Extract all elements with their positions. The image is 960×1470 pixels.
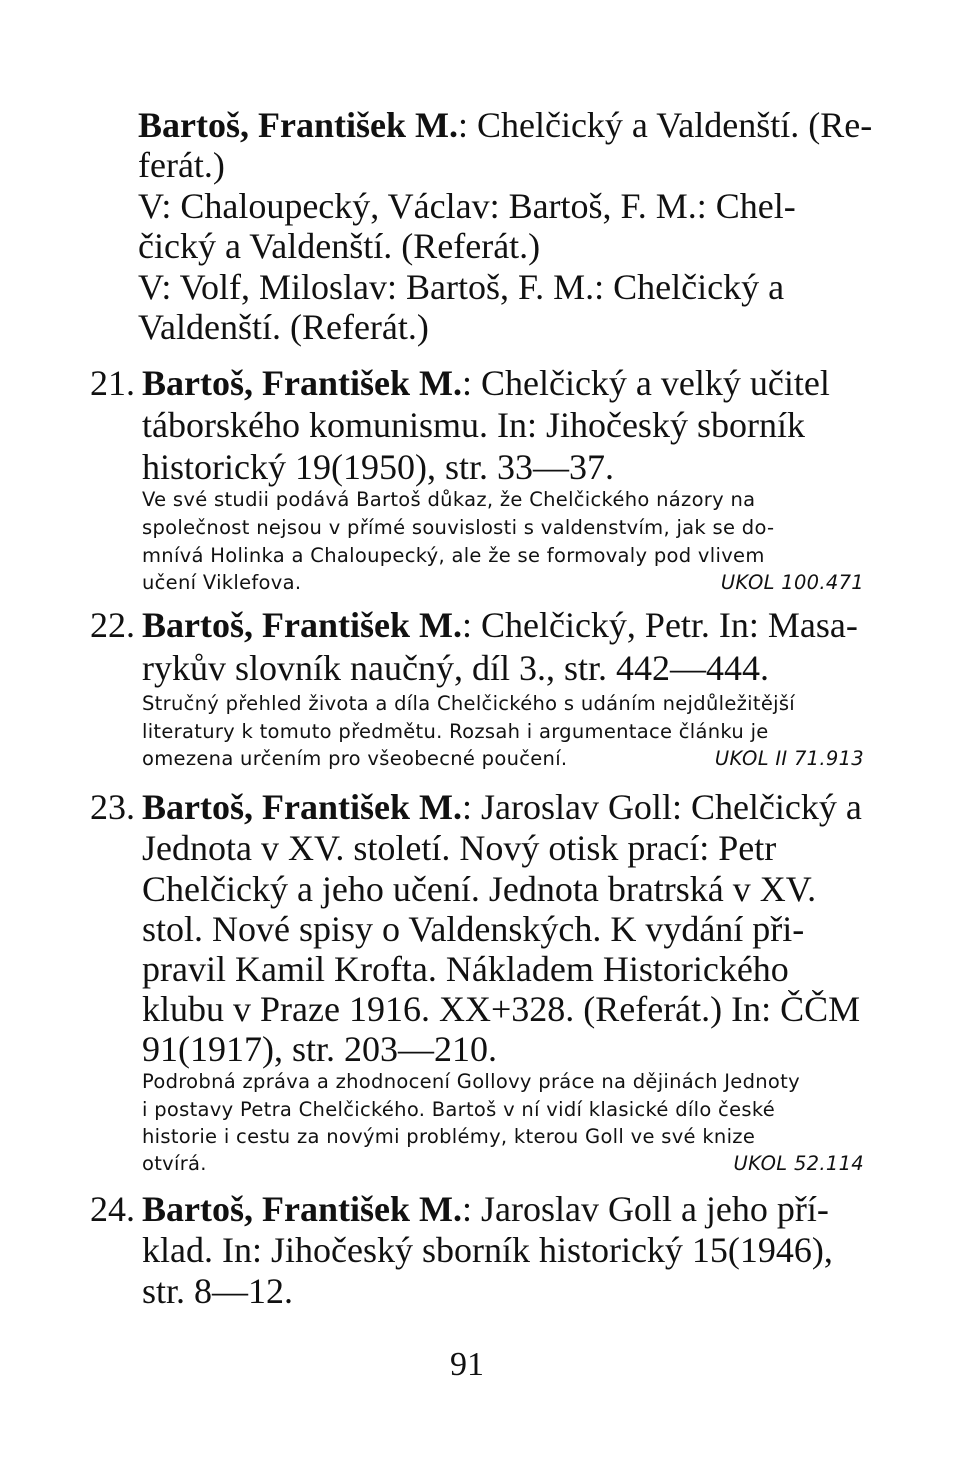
entry-23-line-5: pravil Kamil Krofta. Nákladem Historického xyxy=(142,949,789,989)
entry-21-line-3: historický 19(1950), str. 33—37. xyxy=(142,447,614,487)
entry-22-annotation-3: omezena určením pro všeobecné poučení. UKOL II 71.913 xyxy=(142,747,864,770)
entry-21-annotation-2: společnost nejsou v přímé souvislosti s valdenstvím, jak se do- xyxy=(142,516,775,539)
entry-21-line-2: táborského komunismu. In: Jihočeský sborník xyxy=(142,405,805,445)
entry-prev-line-3: V: Chaloupecký, Václav: Bartoš, F. M.: Chel- xyxy=(138,186,796,226)
entry-prev-line-2: ferát.) xyxy=(138,145,225,185)
entry-24-line-2: klad. In: Jihočeský sborník historický 15(1946), xyxy=(142,1230,833,1270)
entry-24-number: 24. xyxy=(90,1189,135,1229)
entry-22-number: 22. xyxy=(90,605,135,645)
entry-22-line-1: 22. Bartoš, František M.: Chelčický, Petr. In: Masa- xyxy=(90,602,858,648)
entry-22-annotation-1: Stručný přehled života a díla Chelčického s udáním nejdůležitější xyxy=(142,692,796,715)
entry-23-number: 23. xyxy=(90,787,135,827)
entry-24-line-3: str. 8—12. xyxy=(142,1271,294,1311)
entry-prev-line-1: Bartoš, František M.: Chelčický a Valdenští. (Re- xyxy=(138,105,873,145)
entry-23-annotation-1: Podrobná zpráva a zhodnocení Gollovy práce na dějinách Jednoty xyxy=(142,1070,800,1093)
entry-24-author: Bartoš, František M. xyxy=(142,1189,462,1229)
entry-23-line-7: 91(1917), str. 203—210. xyxy=(142,1029,497,1069)
entry-21-ref: UKOL 100.471 xyxy=(720,571,864,594)
entry-23-author: Bartoš, František M. xyxy=(142,787,462,827)
entry-23-annotation-4: otvírá. UKOL 52.114 xyxy=(142,1152,864,1175)
page-number: 91 xyxy=(450,1346,484,1383)
entry-21-number: 21. xyxy=(90,363,135,403)
entry-21-line-1: 21. Bartoš, František M.: Chelčický a velký učitel xyxy=(90,360,830,406)
entry-23-line-4: stol. Nové spisy o Valdenských. K vydání při- xyxy=(142,909,805,949)
entry-23-annotation-2: i postavy Petra Chelčického. Bartoš v ní vidí klasické dílo české xyxy=(142,1098,776,1121)
entry-23-line-1: 23. Bartoš, František M.: Jaroslav Goll: Chelčický a xyxy=(90,784,862,830)
entry-23-line-3: Chelčický a jeho učení. Jednota bratrská v XV. xyxy=(142,869,817,909)
entry-prev-line-6: Valdenští. (Referát.) xyxy=(138,307,429,347)
entry-24-line-1: 24. Bartoš, František M.: Jaroslav Goll a jeho pří- xyxy=(90,1186,829,1232)
entry-prev-line-4: čický a Valdenští. (Referát.) xyxy=(138,226,541,266)
entry-22-annotation-2: literatury k tomuto předmětu. Rozsah i argumentace článku je xyxy=(142,720,769,743)
entry-22-line-2: rykův slovník naučný, díl 3., str. 442—444. xyxy=(142,648,769,688)
entry-23-line-2: Jednota v XV. století. Nový otisk prací: Petr xyxy=(142,828,777,868)
entry-prev-author: Bartoš, František M. xyxy=(138,105,458,145)
entry-22-ref: UKOL II 71.913 xyxy=(714,747,864,770)
entry-21-author: Bartoš, František M. xyxy=(142,363,462,403)
entry-23-line-6: klubu v Praze 1916. XX+328. (Referát.) In: ČČM xyxy=(142,989,861,1029)
entry-21-annotation-1: Ve své studii podává Bartoš důkaz, že Chelčického názory na xyxy=(142,488,756,511)
entry-21-annotation-3: mnívá Holinka a Chaloupecký, ale že se formovaly pod vlivem xyxy=(142,544,765,567)
entry-21-annotation-4: učení Viklefova. UKOL 100.471 xyxy=(142,571,864,594)
entry-23-ref: UKOL 52.114 xyxy=(733,1152,864,1175)
entry-prev-line-5: V: Volf, Miloslav: Bartoš, F. M.: Chelčický a xyxy=(138,267,785,307)
entry-23-annotation-3: historie i cestu za novými problémy, kterou Goll ve své knize xyxy=(142,1125,756,1148)
entry-22-author: Bartoš, František M. xyxy=(142,605,462,645)
